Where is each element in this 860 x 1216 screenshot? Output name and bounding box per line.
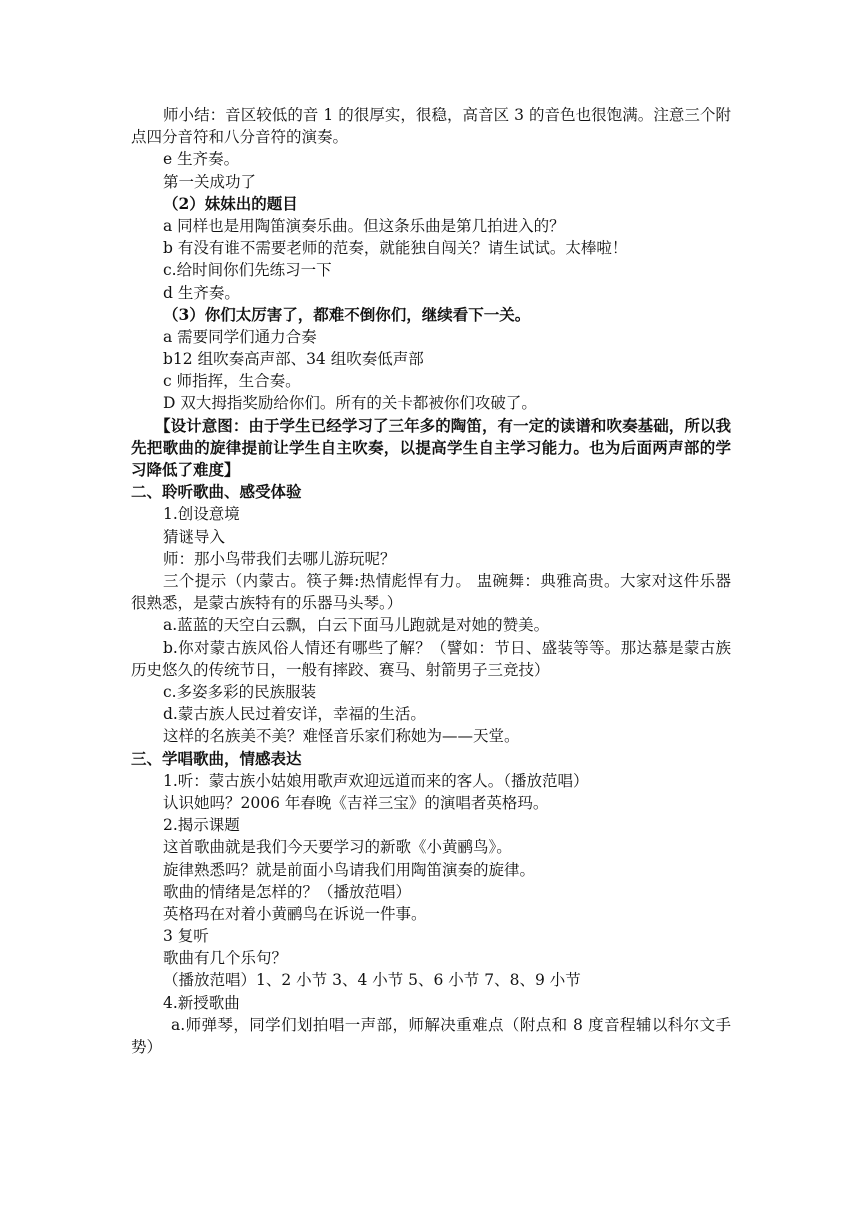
design-intent-note: 【设计意图：由于学生已经学习了三年多的陶笛，有一定的读谱和吹奏基础，所以我先把歌曲的旋律提前让学生自主吹奏，以提高学生自主学习能力。也为后面两声部的学习降低了难度】 bbox=[131, 415, 731, 480]
paragraph-hint-c: c.多姿多彩的民族服装 bbox=[163, 683, 317, 702]
paragraph-hint-a: a.蓝蓝的天空白云飘，白云下面马儿跑就是对她的赞美。 bbox=[163, 616, 550, 635]
section-heading-learn-song: 三、学唱歌曲，情感表达 bbox=[131, 748, 302, 768]
paragraph-item-a: a 同样也是用陶笛演奏乐曲。但这条乐曲是第几拍进入的？ bbox=[163, 216, 565, 235]
paragraph-step-e: e 生齐奏。 bbox=[163, 150, 240, 169]
paragraph-hint-d: d.蒙古族人民过着安详，幸福的生活。 bbox=[163, 705, 426, 724]
paragraph-teacher-summary: 师小结：音区较低的音 1 的很厚实，很稳，高音区 3 的音色也很饱满。注意三个附点四分音符和八分音符的演奏。 bbox=[131, 106, 731, 147]
section-heading-listening: 二、聆听歌曲、感受体验 bbox=[131, 482, 302, 502]
paragraph-level-one-success: 第一关成功了 bbox=[163, 172, 257, 191]
subheading-next-level: （3）你们太厉害了，都难不倒你们，继续看下一关。 bbox=[163, 304, 531, 324]
paragraph-singer-story: 英格玛在对着小黄鹂鸟在诉说一件事。 bbox=[163, 904, 427, 923]
paragraph-reveal-topic: 2.揭示课题 bbox=[163, 816, 240, 835]
paragraph-new-song: 这首歌曲就是我们今天要学习的新歌《小黄鹂鸟》。 bbox=[163, 838, 512, 857]
paragraph-singer: 认识她吗？2006 年春晚《吉祥三宝》的演唱者英格玛。 bbox=[163, 793, 549, 812]
paragraph-item-c: c.给时间你们先练习一下 bbox=[163, 261, 332, 280]
paragraph-melody-familiar: 旋律熟悉吗？就是前面小鸟请我们用陶笛演奏的旋律。 bbox=[163, 860, 536, 879]
subheading-sister-question: （2）妹妹出的题目 bbox=[163, 193, 298, 213]
paragraph-bars: （播放范唱）1、2 小节 3、4 小节 5、6 小节 7、8、9 小节 bbox=[163, 971, 581, 990]
paragraph-hint-b: b.你对蒙古族风俗人情还有哪些了解？（譬如：节日、盛装等等。那达慕是蒙古族历史悠久的传统节日，一般有摔跤、赛马、射箭男子三竞技） bbox=[131, 638, 731, 679]
paragraph-ensemble-c: c 师指挥，生合奏。 bbox=[163, 372, 301, 391]
paragraph-listen: 1.听：蒙古族小姑娘用歌声欢迎远道而来的客人。（播放范唱） bbox=[163, 771, 589, 790]
paragraph-teacher-question: 师：那小鸟带我们去哪儿游玩呢？ bbox=[163, 549, 396, 568]
paragraph-ensemble-b: b12 组吹奏高声部、34 组吹奏低声部 bbox=[163, 350, 424, 369]
paragraph-ensemble-d: D 双大拇指奖励给你们。所有的关卡都被你们攻破了。 bbox=[163, 394, 537, 413]
paragraph-create-scene: 1.创设意境 bbox=[163, 505, 240, 524]
paragraph-teach-song: 4.新授歌曲 bbox=[163, 993, 240, 1012]
paragraph-ensemble-a: a 需要同学们通力合奏 bbox=[163, 327, 317, 346]
paragraph-song-mood: 歌曲的情绪是怎样的？（播放范唱） bbox=[163, 882, 412, 901]
paragraph-relisten: 3 复听 bbox=[163, 927, 209, 946]
paragraph-teach-a: a.师弹琴，同学们划拍唱一声部，师解决重难点（附点和 8 度音程辅以科尔文手势） bbox=[131, 1015, 731, 1057]
document-page bbox=[131, 104, 731, 1058]
paragraph-item-d: d 生齐奏。 bbox=[163, 283, 240, 302]
paragraph-riddle-intro: 猜谜导入 bbox=[163, 527, 226, 546]
paragraph-item-b: b 有没有谁不需要老师的范奏，就能独自闯关？请生试试。太棒啦！ bbox=[163, 239, 628, 258]
paragraph-heaven: 这样的名族美不美？难怪音乐家们称她为——天堂。 bbox=[163, 727, 520, 746]
paragraph-three-hints: 三个提示（内蒙古。筷子舞:热情彪悍有力。 盅碗舞：典雅高贵。大家对这件乐器很熟悉，是蒙古族特有的乐器马头琴。） bbox=[131, 572, 731, 613]
paragraph-phrase-count: 歌曲有几个乐句？ bbox=[163, 949, 288, 968]
